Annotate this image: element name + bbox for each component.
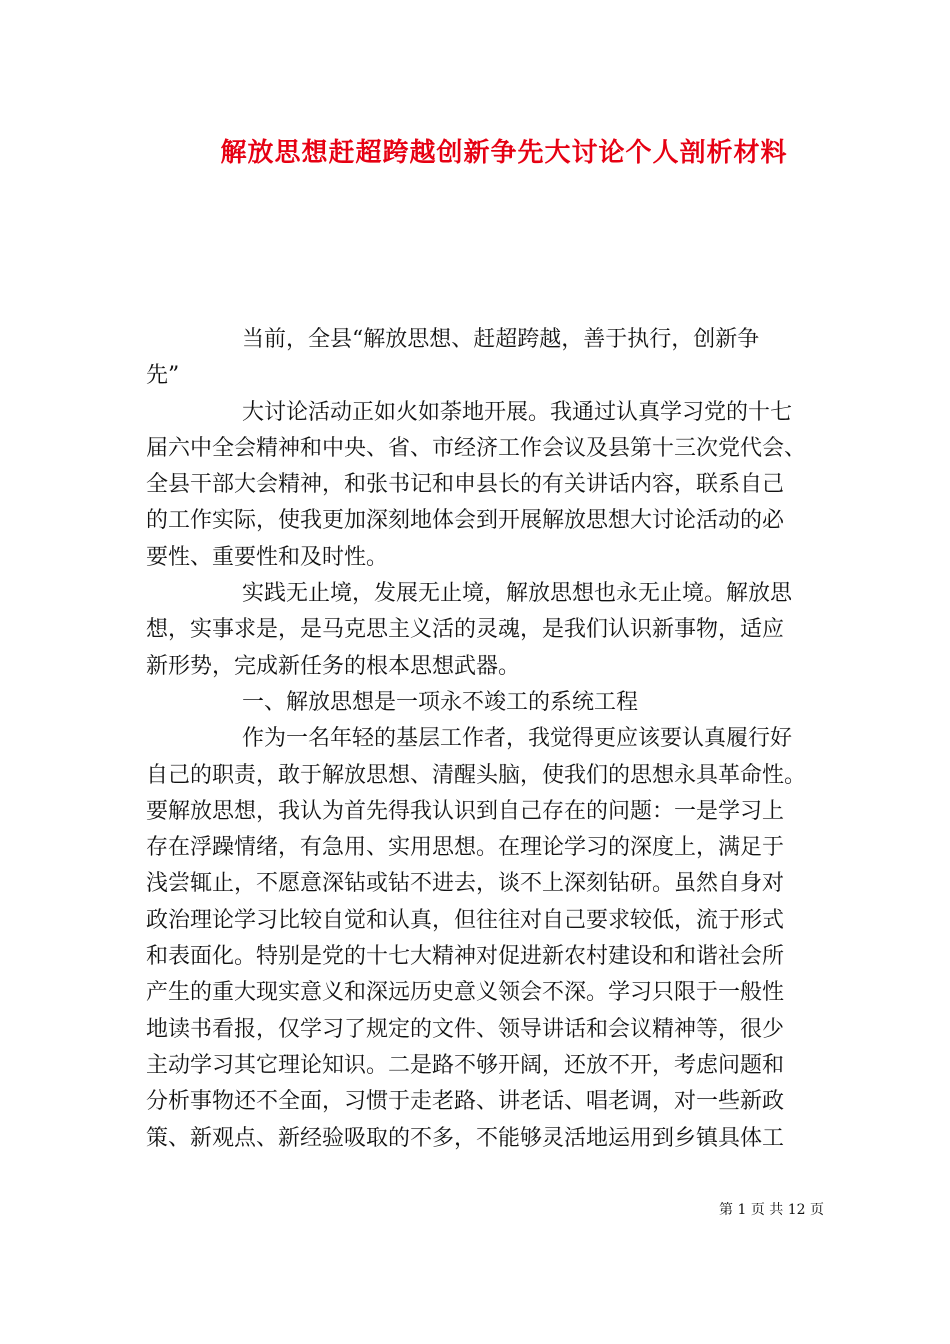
body-text-line: 大讨论活动正如火如荼地开展。我通过认真学习党的十七 [242, 399, 793, 425]
body-text-line: 想，实事求是，是马克思主义活的灵魂，是我们认识新事物，适应 [146, 617, 785, 643]
body-text-line: 一、解放思想是一项永不竣工的系统工程 [242, 689, 639, 715]
body-text-line: 浅尝辄止，不愿意深钻或钻不进去，谈不上深刻钻研。虽然自身对 [146, 871, 785, 897]
body-text-line: 自己的职责，敢于解放思想、清醒头脑，使我们的思想永具革命性。 [146, 762, 807, 788]
document-body [146, 322, 824, 1157]
body-text-line: 产生的重大现实意义和深远历史意义领会不深。学习只限于一般性 [146, 980, 785, 1006]
page-number-footer: 第 1 页 共 12 页 [719, 1202, 824, 1218]
body-text-line: 要性、重要性和及时性。 [146, 544, 389, 570]
body-text-line: 策、新观点、新经验吸取的不多，不能够灵活地运用到乡镇具体工 [146, 1125, 785, 1151]
body-text-line: 主动学习其它理论知识。二是路不够开阔，还放不开，考虑问题和 [146, 1052, 785, 1078]
body-text-line: 先” [146, 363, 180, 389]
body-text-line: 存在浮躁情绪，有急用、实用思想。在理论学习的深度上，满足于 [146, 835, 785, 861]
body-text-line: 和表面化。特别是党的十七大精神对促进新农村建设和和谐社会所 [146, 944, 785, 970]
body-text-line: 全县干部大会精神，和张书记和申县长的有关讲话内容，联系自己 [146, 472, 785, 498]
body-text-line: 地读书看报，仅学习了规定的文件、领导讲话和会议精神等，很少 [146, 1016, 785, 1042]
body-text-line: 实践无止境，发展无止境，解放思想也永无止境。解放思 [242, 581, 793, 607]
body-text-line: 政治理论学习比较自觉和认真，但往往对自己要求较低，流于形式 [146, 907, 785, 933]
body-text-line: 当前，全县“解放思想、赶超跨越，善于执行，创新争 [242, 327, 760, 352]
body-text-line: 新形势，完成新任务的根本思想武器。 [146, 653, 521, 679]
page-title: 解放思想赶超跨越创新争先大讨论个人剖析材料 [220, 138, 788, 168]
body-text-line: 作为一名年轻的基层工作者，我觉得更应该要认真履行好 [242, 726, 793, 752]
body-text-line: 要解放思想，我认为首先得我认识到自己存在的问题：一是学习上 [146, 798, 785, 824]
body-text-line: 分析事物还不全面，习惯于走老路、讲老话、唱老调，对一些新政 [146, 1089, 785, 1115]
body-text-line: 的工作实际，使我更加深刻地体会到开展解放思想大讨论活动的必 [146, 508, 785, 534]
body-text-line: 届六中全会精神和中央、省、市经济工作会议及县第十三次党代会、 [146, 435, 807, 461]
